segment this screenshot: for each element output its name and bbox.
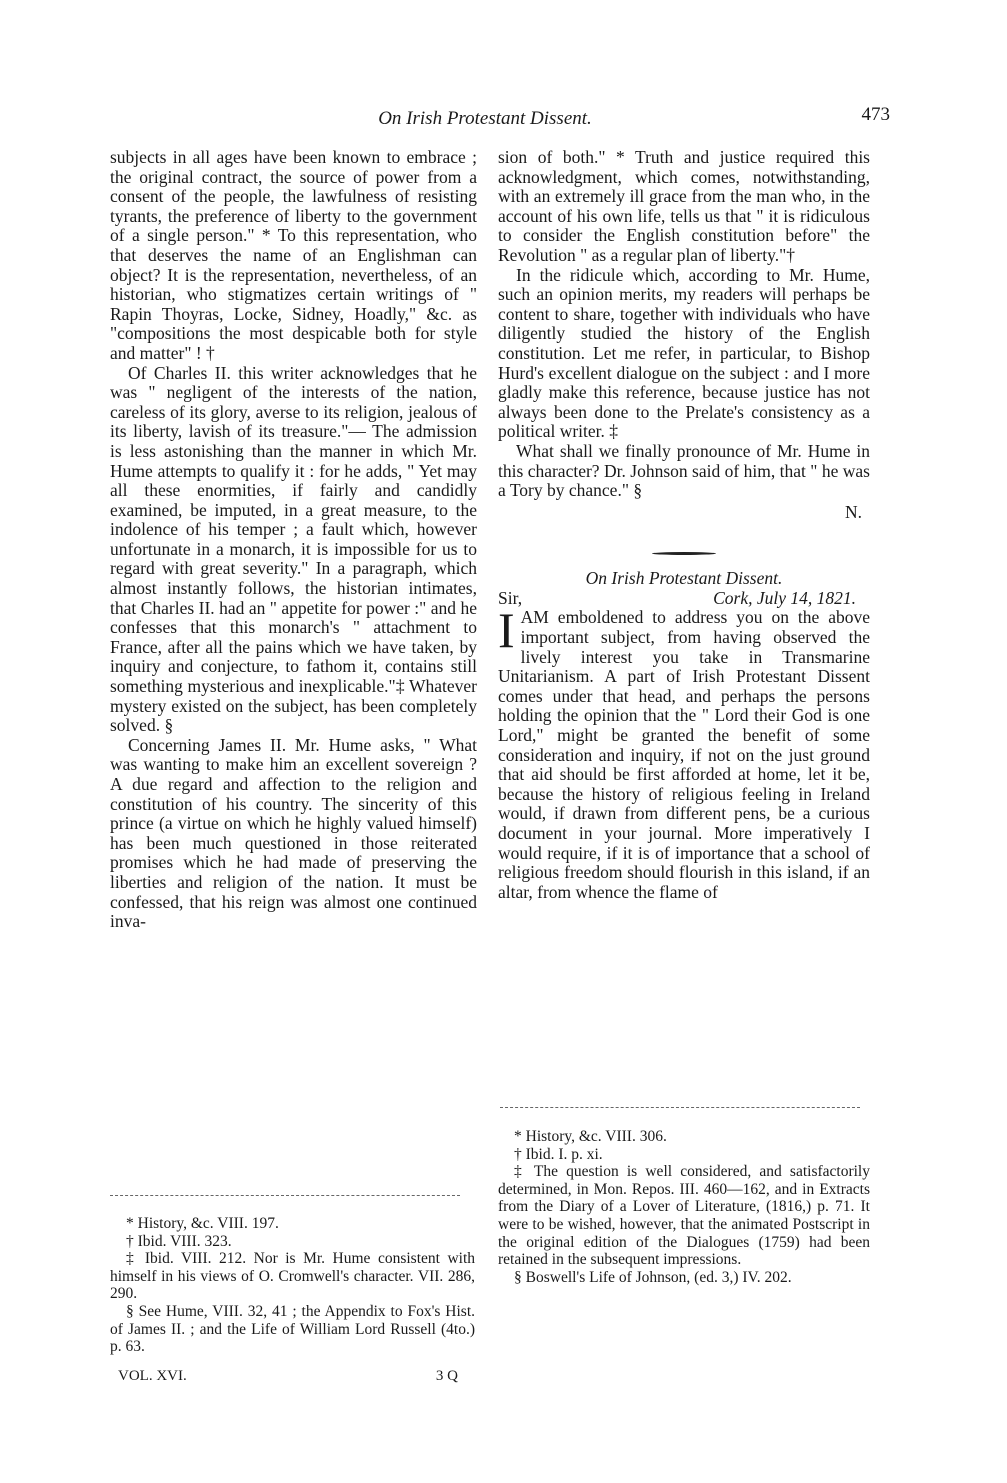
salutation: Sir, <box>498 587 523 608</box>
footnote: † Ibid. VIII. 323. <box>126 1232 232 1250</box>
footnote: † Ibid. I. p. xi. <box>514 1145 603 1163</box>
footnote: ‡ Ibid. VIII. 212. Nor is Mr. Hume consistent with himself in his views of O. Cromwell's character. VII. 286, 290. <box>110 1250 475 1303</box>
footnote: § See Hume, VIII. 32, 41 ; the Appendix to Fox's Hist. of James II. ; and the Life of William Lord Russell (4to.) p. 63. <box>110 1302 475 1356</box>
right-footnotes <box>498 1128 870 1286</box>
dateline: Cork, July 14, 1821. <box>713 587 856 608</box>
left-footnotes <box>110 1215 475 1356</box>
signature-mark: 3 Q <box>435 1368 458 1384</box>
footnote: § Boswell's Life of Johnson, (ed. 3,) IV. 202. <box>514 1268 792 1286</box>
paragraph: Concerning James II. Mr. Hume asks, " What was wanting to make him an excellent sovereign ? A due regard and affection to the religion and constitution of his country. The sincerity of this prince (a virtue on which he highly valued himself) has been much questioned in those reiterated promises which he had made of preserving the liberties and religion of the nation. It must be confessed, that his reign was almost one continued inva- <box>110 734 477 932</box>
paragraph: What shall we finally pronounce of Mr. Hume in this character? Dr. Johnson said of him, that " he was a Tory by chance." § <box>498 440 870 501</box>
paragraph: Of Charles II. this writer acknowledges that he was " negligent of the interests of the nation, careless of its glory, averse to its religion, jealous of its liberty, lavish of its treasure."— The admission is less astonishing than the manner in which Mr. Hume attempts to qualify it : for he adds, " Yet may all these enormities, if fairly and candidly examined, be imputed, in a great measure, to the indolence of his temper ; a fault which, however unfortunate in a monarch, it is impossible for us to regard with great severity." In a paragraph, which almost instantly follows, the historian intimates, that Charles II. had an " appetite for power :" and he confesses that this monarch's " attachment to France, after all the pains which we have taken, by inquiry and conjecture, to fathom it, contains still something mysterious and inexplicable."‡ Whatever mystery existed on the subject, has been completely solved. § <box>110 362 477 736</box>
paragraph: In the ridicule which, according to Mr. Hume, such an opinion merits, my readers will perhaps be content to share, together with individuals who have diligently studied the history of the English constitution. Let me refer, in particular, to Bishop Hurd's excellent dialogue on the subject : and I more gladly make this reference, because justice has not always been done to the Prelate's consistency as a political writer. ‡ <box>498 264 870 442</box>
footnote-rule <box>500 1107 860 1108</box>
paragraph: subjects in all ages have been known to embrace ; the original contract, the source of power from a consent of the people, the lawfulness of resisting tyrants, the preference of liberty to the government of a single person." * To this representation, who that deserves the name of an Englishman can object? It is the representation, nevertheless, of an historian, who stigmatizes certain writings of " Rapin Thoyras, Locke, Sidney, Hoadly," &c. as "compositions the most despicable both for style and matter" ! † <box>110 147 477 363</box>
left-column <box>110 148 477 932</box>
footnote-rule <box>110 1195 460 1196</box>
footnote: ‡ The question is well considered, and satisfactorily determined, in Mon. Repos. III. 460—162, and in Extracts from the Diary of a Lover of Literature, (1816,) p. 71. It were to be wished, however, that the animated Postscript in the original edition of the Dialogues (1759) had been retained in the subsequent impressions. <box>498 1163 870 1269</box>
section-divider <box>652 552 716 555</box>
running-header-title: On Irish Protestant Dissent. <box>378 108 592 129</box>
author-signoff: N. <box>844 501 862 522</box>
right-column <box>498 148 870 902</box>
article-body <box>498 602 870 902</box>
drop-cap: I <box>498 602 515 659</box>
salutation-line <box>498 589 870 609</box>
volume-number: VOL. XVI. <box>118 1368 187 1384</box>
footnote: * History, &c. VIII. 197. <box>126 1215 279 1232</box>
article-text: AM emboldened to address you on the above important subject, from having observed the lively interest you take in Transmarine Unitarianism. A part of Irish Protestant Dissent comes under that head, and perhaps the persons holding the opinion that the " Lord their God is one Lord," might be granted the benefit of some consideration and inquiry, if not on the just ground that aid should be first afforded at home, let it be, because the history of religious feeling in Ireland would, if drawn from different pens, be a curious document in your journal. More imperatively I would require, if it is of importance that a school of religious freedom should flourish in this island, if an altar, from whence the flame of <box>498 607 870 902</box>
page-foot <box>118 1368 458 1385</box>
footnote: * History, &c. VIII. 306. <box>514 1128 667 1145</box>
paragraph: sion of both." * Truth and justice required this acknowledgment, which comes, notwithstanding, with an extremely ill grace from the man who, in the account of his own life, tells us that " it is ridiculous to consider the English constitution before" the Revolution " as a regular plan of liberty."† <box>498 147 870 265</box>
page-number: 473 <box>861 104 890 125</box>
article-title: On Irish Protestant Dissent. <box>585 568 783 589</box>
